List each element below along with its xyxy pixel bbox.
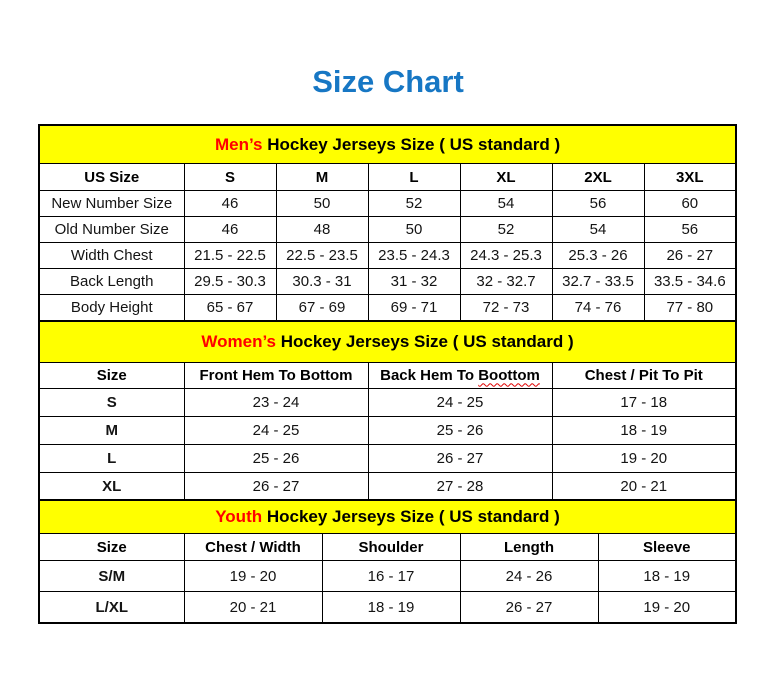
women-row-label: S <box>39 388 184 416</box>
men-section-band <box>39 125 736 164</box>
women-size-cell: 27 - 28 <box>368 472 552 501</box>
men-row-label: Body Height <box>39 295 184 322</box>
youth-column-header: Sleeve <box>598 534 736 561</box>
women-column-header: Chest / Pit To Pit <box>552 362 736 388</box>
men-row-label: New Number Size <box>39 191 184 217</box>
men-size-row <box>39 269 736 295</box>
women-row-label: L <box>39 444 184 472</box>
women-size-cell: 18 - 19 <box>552 416 736 444</box>
men-column-header: 3XL <box>644 164 736 191</box>
men-header-row <box>39 164 736 191</box>
youth-size-cell: 24 - 26 <box>460 561 598 592</box>
women-row-label: M <box>39 416 184 444</box>
men-size-cell: 54 <box>552 217 644 243</box>
women-size-cell: 23 - 24 <box>184 388 368 416</box>
men-size-row <box>39 295 736 322</box>
women-section-band <box>39 321 736 363</box>
men-column-header: US Size <box>39 164 184 191</box>
men-column-header: S <box>184 164 276 191</box>
youth-band-accent-label: Youth <box>215 507 263 526</box>
men-row-label: Old Number Size <box>39 217 184 243</box>
men-size-row <box>39 191 736 217</box>
mens-size-table <box>38 124 737 322</box>
youth-header-row <box>39 534 736 561</box>
youth-row-label: L/XL <box>39 592 184 624</box>
youth-size-row <box>39 561 736 592</box>
women-size-cell: 17 - 18 <box>552 388 736 416</box>
youth-column-header: Size <box>39 534 184 561</box>
women-column-header: Size <box>39 362 184 388</box>
men-size-cell: 67 - 69 <box>276 295 368 322</box>
youth-band-title-label: Hockey Jerseys Size ( US standard ) <box>262 507 560 526</box>
men-column-header: M <box>276 164 368 191</box>
men-size-cell: 24.3 - 25.3 <box>460 243 552 269</box>
misspelled-word-squiggle: Boottom <box>478 366 540 384</box>
men-size-cell: 31 - 32 <box>368 269 460 295</box>
women-size-cell: 25 - 26 <box>184 444 368 472</box>
women-size-cell: 26 - 27 <box>184 472 368 501</box>
women-size-cell: 24 - 25 <box>368 388 552 416</box>
youth-size-cell: 20 - 21 <box>184 592 322 624</box>
women-size-cell: 19 - 20 <box>552 444 736 472</box>
women-size-row <box>39 444 736 472</box>
youth-size-cell: 19 - 20 <box>598 592 736 624</box>
youth-column-header: Chest / Width <box>184 534 322 561</box>
men-band-cell <box>39 125 736 164</box>
women-band-accent-label: Women’s <box>201 331 276 351</box>
men-column-header: XL <box>460 164 552 191</box>
youth-size-cell: 16 - 17 <box>322 561 460 592</box>
youth-column-header: Shoulder <box>322 534 460 561</box>
women-size-cell: 20 - 21 <box>552 472 736 501</box>
men-size-cell: 23.5 - 24.3 <box>368 243 460 269</box>
youth-size-cell: 18 - 19 <box>598 561 736 592</box>
youth-row-label: S/M <box>39 561 184 592</box>
men-size-cell: 77 - 80 <box>644 295 736 322</box>
page-title: Size Chart <box>312 64 464 99</box>
men-size-cell: 65 - 67 <box>184 295 276 322</box>
men-size-cell: 29.5 - 30.3 <box>184 269 276 295</box>
men-size-cell: 32.7 - 33.5 <box>552 269 644 295</box>
men-size-cell: 56 <box>644 217 736 243</box>
youth-size-cell: 19 - 20 <box>184 561 322 592</box>
men-size-cell: 52 <box>368 191 460 217</box>
youth-size-table <box>38 499 737 624</box>
men-size-cell: 52 <box>460 217 552 243</box>
women-row-label: XL <box>39 472 184 501</box>
men-size-cell: 26 - 27 <box>644 243 736 269</box>
women-column-header: Front Hem To Bottom <box>184 362 368 388</box>
women-size-cell: 26 - 27 <box>368 444 552 472</box>
men-size-cell: 25.3 - 26 <box>552 243 644 269</box>
men-column-header: 2XL <box>552 164 644 191</box>
men-size-cell: 21.5 - 22.5 <box>184 243 276 269</box>
women-band-cell <box>39 321 736 363</box>
men-size-row <box>39 243 736 269</box>
men-size-cell: 30.3 - 31 <box>276 269 368 295</box>
youth-band-cell <box>39 500 736 534</box>
youth-size-row <box>39 592 736 624</box>
men-band-title-label: Hockey Jerseys Size ( US standard ) <box>262 134 561 154</box>
youth-size-cell: 18 - 19 <box>322 592 460 624</box>
women-size-cell: 25 - 26 <box>368 416 552 444</box>
youth-section-band <box>39 500 736 534</box>
women-band-title-label: Hockey Jerseys Size ( US standard ) <box>276 331 574 351</box>
men-size-cell: 48 <box>276 217 368 243</box>
youth-column-header: Length <box>460 534 598 561</box>
men-size-cell: 72 - 73 <box>460 295 552 322</box>
men-size-row <box>39 217 736 243</box>
men-size-cell: 56 <box>552 191 644 217</box>
size-tables-container <box>38 124 776 624</box>
men-size-cell: 74 - 76 <box>552 295 644 322</box>
men-size-cell: 60 <box>644 191 736 217</box>
women-column-header: Back Hem To Boottom <box>368 362 552 388</box>
women-size-cell: 24 - 25 <box>184 416 368 444</box>
women-size-row <box>39 388 736 416</box>
men-size-cell: 50 <box>368 217 460 243</box>
men-size-cell: 46 <box>184 217 276 243</box>
womens-size-table <box>38 320 737 502</box>
youth-size-cell: 26 - 27 <box>460 592 598 624</box>
men-size-cell: 50 <box>276 191 368 217</box>
men-size-cell: 22.5 - 23.5 <box>276 243 368 269</box>
men-size-cell: 54 <box>460 191 552 217</box>
men-row-label: Width Chest <box>39 243 184 269</box>
women-header-row <box>39 362 736 388</box>
men-size-cell: 33.5 - 34.6 <box>644 269 736 295</box>
men-size-cell: 69 - 71 <box>368 295 460 322</box>
men-row-label: Back Length <box>39 269 184 295</box>
women-size-row <box>39 416 736 444</box>
men-size-cell: 32 - 32.7 <box>460 269 552 295</box>
men-size-cell: 46 <box>184 191 276 217</box>
women-size-row <box>39 472 736 501</box>
men-column-header: L <box>368 164 460 191</box>
men-band-accent-label: Men’s <box>214 134 263 154</box>
